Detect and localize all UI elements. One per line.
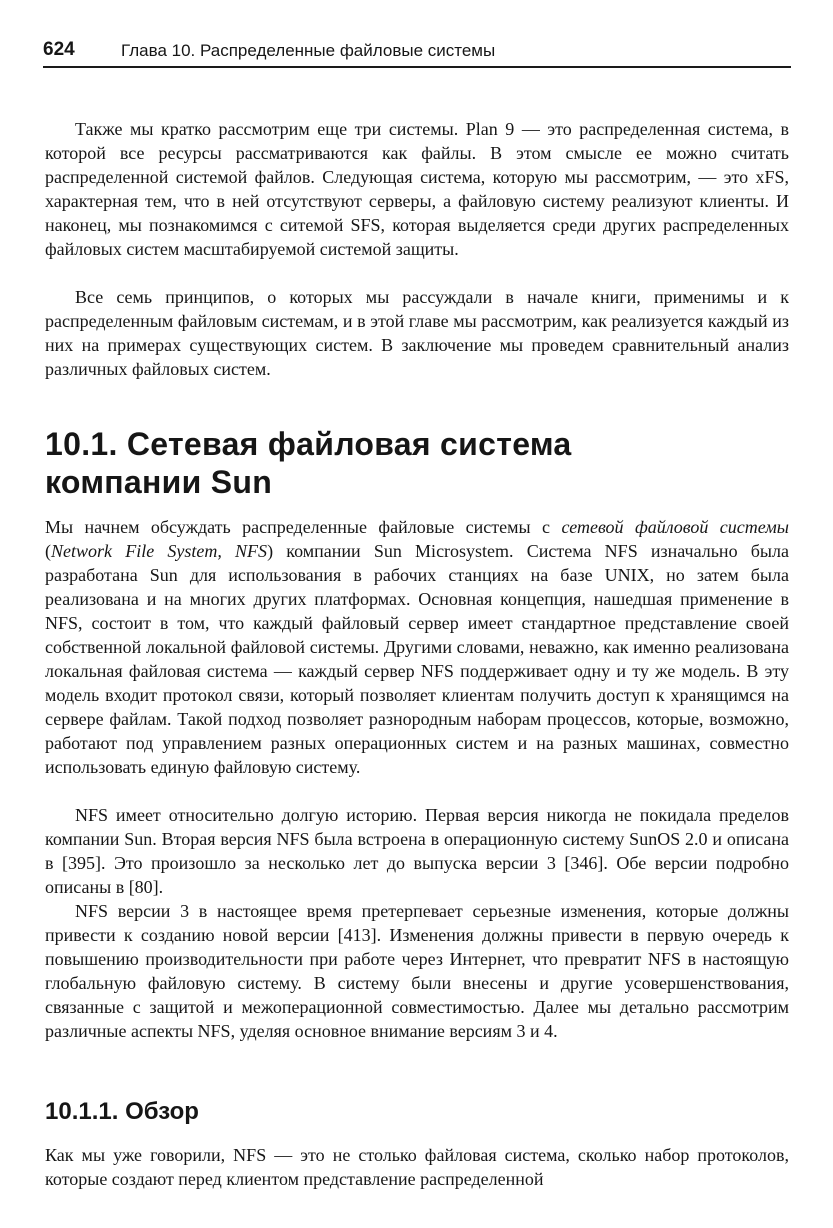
subsection-10-1-1-paragraph-1: Как мы уже говорили, NFS — это не столько файловая система, сколько набор протоколов, которые создают перед клиентом представление распределенной — [45, 1145, 789, 1189]
section-heading-line-1: 10.1. Сетевая файловая система — [45, 426, 572, 462]
section-10-1-paragraph-1 — [45, 515, 789, 779]
paren-open: ( — [45, 541, 51, 561]
section-heading-10-1 — [45, 425, 789, 501]
intro-paragraph-1: Также мы кратко рассмотрим еще три системы. Plan 9 — это распределенная система, в которой все ресурсы рассматриваются как файлы. В этом смысле ее можно считать распределенной системой файлов. Следующая система, которую мы рассмотрим, — это xFS, характерная тем, что в ней отсутствуют серверы, а файловую систему реализуют клиенты. И наконец, мы познакомимся с ситемой SFS, которая выделяется среди других распределенных файловых систем масштабируемой системой защиты. — [45, 119, 789, 259]
term-network-file-system: сетевой файловой системы — [561, 517, 789, 537]
term-nfs-english: Network File System, NFS — [51, 541, 268, 561]
paragraph-body: ) компании Sun Microsystem. Система NFS изначально была разработана Sun для использования в рабочих станциях на базе UNIX, но затем была реализована и на многих других платформах. Основная концепция, нашедшая применение в NFS, состоит в том, что каждый файловый сервер имеет стандартное представление своей собственной локальной файловой системы. Другими словами, неважно, как именно реализована локальная файловая система — каждый сервер NFS поддерживает одну и ту же модель. В эту модель входит протокол связи, который позволяет клиентам получить доступ к хранящимся на сервере файлам. Такой подход позволяет разнородным наборам процессов, которые, возможно, работают под управлением разных операционных систем и на разных машинах, совместно использовать единую файловую систему. — [45, 541, 789, 777]
section-10-1-paragraph-2: NFS имеет относительно долгую историю. Первая версия никогда не покидала пределов компании Sun. Вторая версия NFS была встроена в операционную систему SunOS 2.0 и описана в [395]. Это произошло за несколько лет до выпуска версии 3 [346]. Обе версии подробно описаны в [80]. — [45, 805, 789, 897]
subsection-heading-10-1-1: 10.1.1. Обзор — [45, 1098, 199, 1125]
page-number: 624 — [43, 39, 75, 60]
section-10-1-paragraph-3: NFS версии 3 в настоящее время претерпевает серьезные изменения, которые должны привести к созданию новой версии [413]. Изменения должны привести в первую очередь к повышению производительности при работе через Интернет, что превратит NFS в настоящую глобальную файловую систему. В систему были внесены и другие усовершенствования, связанные с защитой и межоперационной совместимостью. Далее мы детально рассмотрим различные аспекты NFS, уделяя основное внимание версиям 3 и 4. — [45, 901, 789, 1041]
section-heading-line-2: компании Sun — [45, 464, 273, 500]
intro-paragraph-2: Все семь принципов, о которых мы рассуждали в начале книги, применимы и к распределенным файловым системам, и в этой главе мы рассмотрим, как реализуется каждый из них на примерах существующих систем. В заключение мы проведем сравнительный анализ различных файловых систем. — [45, 287, 789, 379]
running-header — [43, 38, 791, 68]
chapter-title: Глава 10. Распределенные файловые системы — [121, 41, 496, 60]
paragraph-lead: Мы начнем обсуждать распределенные файловые системы с — [45, 517, 562, 537]
